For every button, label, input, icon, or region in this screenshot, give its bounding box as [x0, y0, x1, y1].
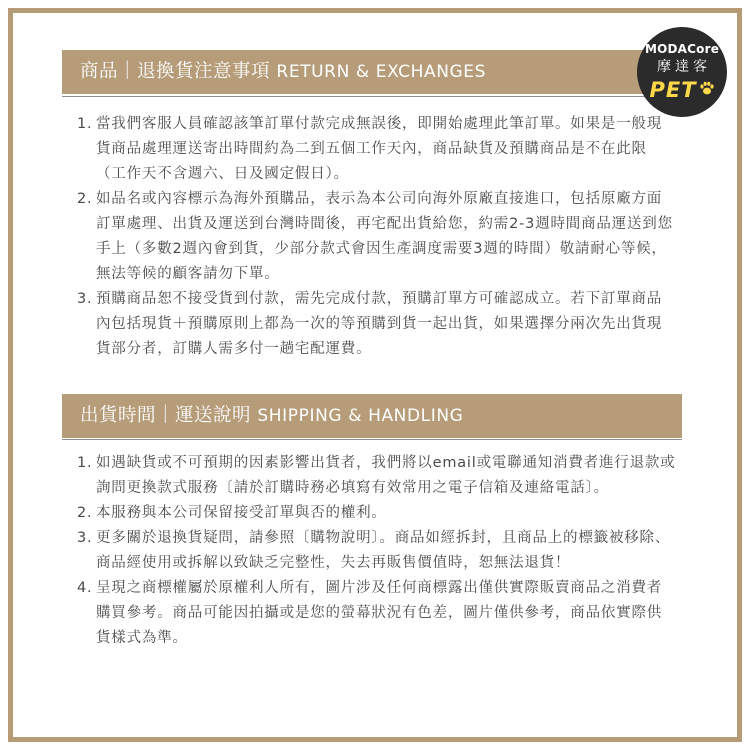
list-item-text: 預購商品恕不接受貨到付款，需先完成付款，預購訂單方可確認成立。若下訂單商品內包括現貨＋預購原則上都為一次的等預購到貨一起出貨，如果選擇分兩次先出貨現貨部分者，訂購人需多付一趟宅配運費。 — [96, 291, 663, 357]
list-item-text: 更多關於退換貨疑問，請參照〔購物說明〕。商品如經拆封，且商品上的標籤被移除、商品經使用或拆解以致缺乏完整性，失去再販售價值時，恕無法退貨！ — [96, 530, 671, 571]
returns-title-en: RETURN & EXCHANGES — [276, 62, 487, 82]
shipping-divider — [62, 439, 682, 440]
list-item-text: 當我們客服人員確認該筆訂單付款完成無誤後，即開始處理此筆訂單。如果是一般現貨商品處理運送寄出時間約為二到五個工作天內，商品缺貨及預購商品是不在此限（工作天不含週六、日及國定假日）。 — [96, 116, 663, 182]
returns-divider — [62, 96, 682, 97]
list-item — [77, 187, 677, 287]
list-item-number: 3. — [77, 530, 93, 546]
shipping-title-en: SHIPPING & HANDLING — [257, 406, 464, 426]
list-item — [77, 451, 677, 501]
returns-list — [77, 112, 677, 362]
shipping-list — [77, 451, 677, 651]
brand-logo — [637, 27, 727, 117]
list-item — [77, 287, 677, 362]
returns-section-header — [62, 50, 682, 94]
list-item-number: 1. — [77, 116, 93, 132]
list-item-number: 1. — [77, 455, 93, 471]
returns-title-cn: 商品｜退換貨注意事項 — [80, 61, 271, 82]
logo-brand-subtext: 摩達客 — [657, 59, 711, 75]
logo-pet-mark — [637, 77, 727, 103]
list-item — [77, 526, 677, 576]
list-item-number: 4. — [77, 580, 93, 596]
shipping-section-header — [62, 394, 682, 438]
list-item-text: 如品名或內容標示為海外預購品，表示為本公司向海外原廠直接進口，包括原廠方面訂單處理、出貨及運送到台灣時間後，再宅配出貨給您，約需2-3週時間商品運送到您手上（多數2週內會到貨，少部分款式會因生產調度需要3週的時間）敬請耐心等候，無法等候的顧客請勿下單。 — [96, 191, 673, 282]
list-item-text: 本服務與本公司保留接受訂單與否的權利。 — [96, 505, 387, 521]
list-item-number: 3. — [77, 291, 93, 307]
list-item — [77, 576, 677, 651]
list-item-text: 如遇缺貨或不可預期的因素影響出貨者，我們將以email或電聯通知消費者進行退款或詢問更換款式服務〔請於訂購時務必填寫有效常用之電子信箱及連絡電話〕。 — [96, 455, 676, 496]
list-item-number: 2. — [77, 505, 93, 521]
logo-brand-text: MODACore — [644, 42, 720, 56]
shipping-title-cn: 出貨時間｜運送說明 — [80, 405, 252, 426]
list-item — [77, 112, 677, 187]
paw-icon — [699, 80, 715, 100]
list-item — [77, 501, 677, 526]
list-item-text: 呈現之商標權屬於原權利人所有，圖片涉及任何商標露出僅供實際販賣商品之消費者購買參考。商品可能因拍攝或是您的螢幕狀況有色差，圖片僅供參考，商品依實際供貨樣式為準。 — [96, 580, 663, 646]
list-item-number: 2. — [77, 191, 93, 207]
logo-pet-text: PET — [649, 78, 697, 102]
